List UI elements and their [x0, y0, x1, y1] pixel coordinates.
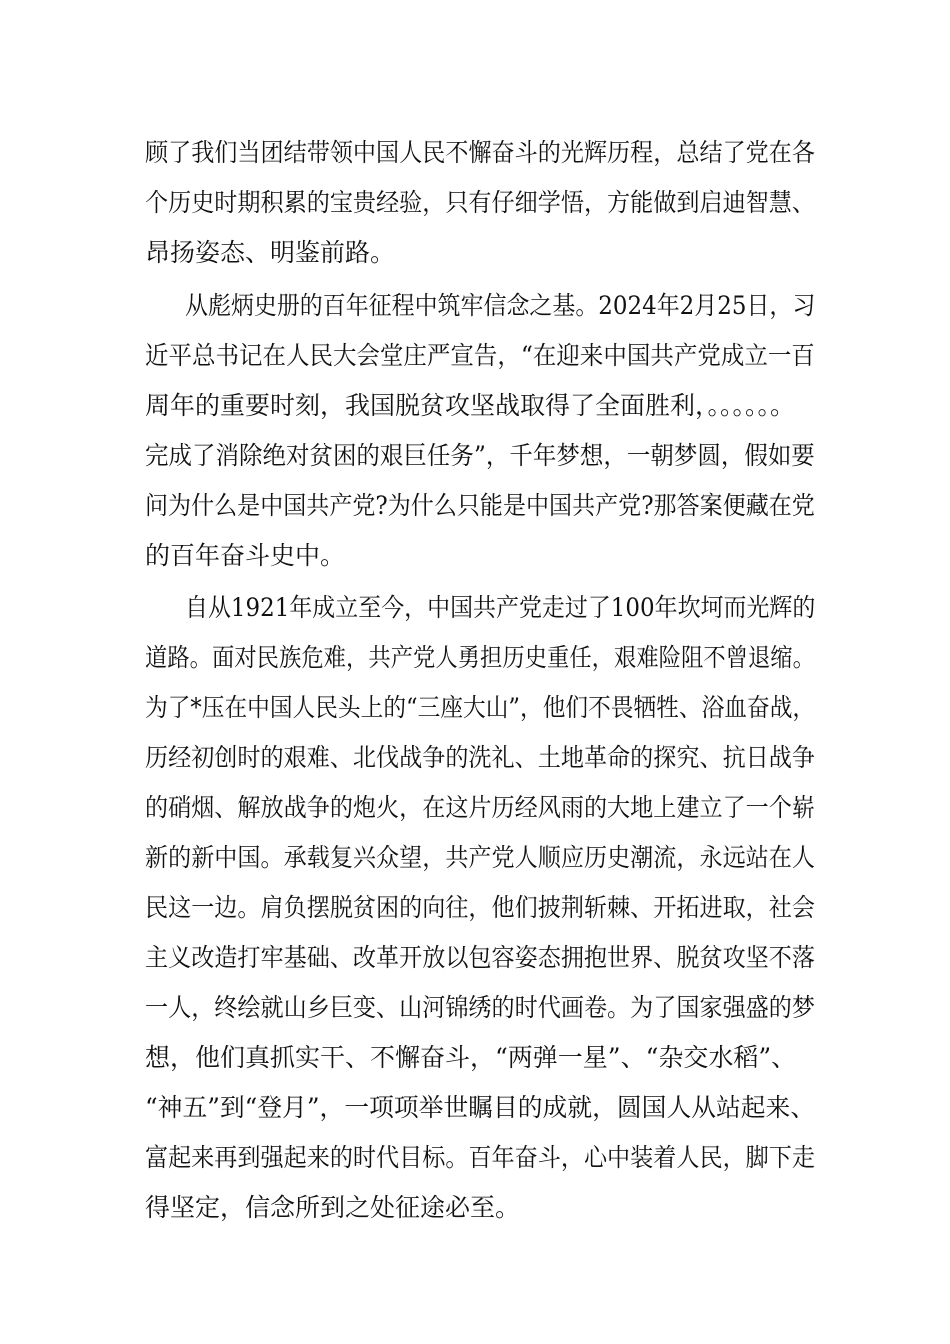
text-line: 的硝烟、解放战争的炮火，在这片历经风雨的大地上建立了一个崭: [145, 793, 815, 822]
paragraph-first-line: 从彪炳史册的百年征程中筑牢信念之基。2024年2月25日，习: [185, 291, 816, 320]
text-line: 一人，终绘就山乡巨变、山河锦绣的时代画卷。为了国家强盛的梦: [145, 993, 815, 1022]
text-line: 主义改造打牢基础、改革开放以包容姿态拥抱世界、脱贫攻坚不落: [145, 943, 815, 972]
text-line: 为了*压在中国人民头上的“三座大山”，他们不畏牺牲、浴血奋战，: [145, 693, 816, 722]
text-line: 新的新中国。承载复兴众望，共产党人顺应历史潮流，永远站在人: [145, 843, 815, 872]
text-line: 个历史时期积累的宝贵经验，只有仔细学悟，方能做到启迪智慧、: [145, 188, 815, 217]
paragraph-first-line: 自从1921年成立至今，中国共产党走过了100年坎坷而光辉的: [185, 593, 816, 622]
text-line: 昂扬姿态、明鉴前路。: [145, 238, 396, 267]
text-line: 民这一边。肩负摆脱贫困的向往，他们披荆斩棘、开拓进取，社会: [145, 893, 815, 922]
text-line: 完成了消除绝对贫困的艰巨任务”，千年梦想，一朝梦圆，假如要: [145, 441, 815, 470]
text-line: 的百年奋斗史中。: [145, 541, 346, 570]
text-line: 近平总书记在人民大会堂庄严宣告，“在迎来中国共产党成立一百: [145, 341, 815, 370]
text-line: 问为什么是中国共产党?为什么只能是中国共产党?那答案便藏在党: [145, 491, 815, 520]
text-line: 想，他们真抓实干、不懈奋斗，“两弹一星”、“杂交水稻”、: [145, 1043, 797, 1072]
text-line: 道路。面对民族危难，共产党人勇担历史重任，艰难险阻不曾退缩。: [145, 643, 815, 672]
text-line: “神五”到“登月”，一项项举世瞩目的成就，圆国人从站起来、: [145, 1093, 816, 1122]
text-line: 顾了我们当团结带领中国人民不懈奋斗的光辉历程，总结了党在各: [145, 138, 815, 167]
text-line: 富起来再到强起来的时代目标。百年奋斗，心中装着人民，脚下走: [145, 1143, 815, 1172]
text-line: 得坚定，信念所到之处征途必至。: [145, 1193, 521, 1222]
text-line: 历经初创时的艰难、北伐战争的洗礼、土地革命的探究、抗日战争: [145, 743, 815, 772]
text-line: 周年的重要时刻，我国脱贫攻坚战取得了全面胜利，。。。。。。: [145, 391, 796, 420]
